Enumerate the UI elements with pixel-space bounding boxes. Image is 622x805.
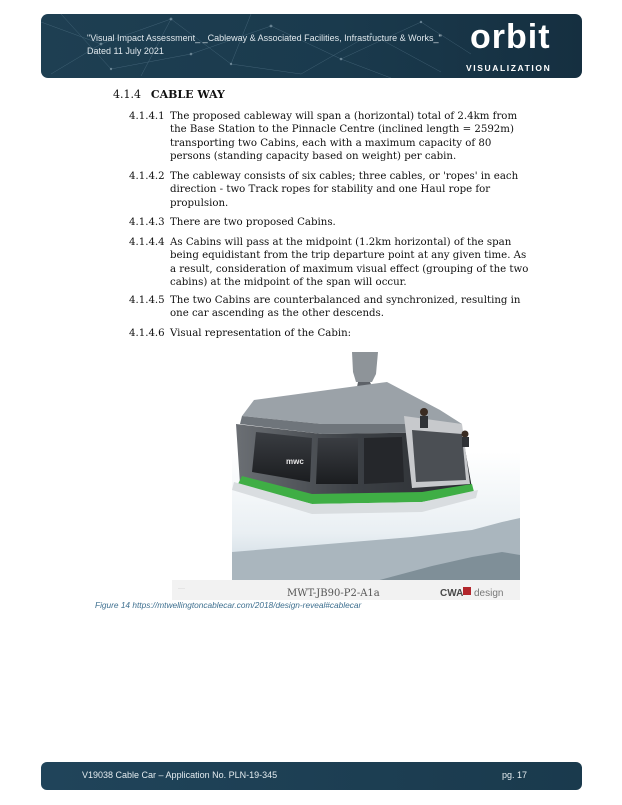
- paragraph-text: The two Cabins are counterbalanced and synchronized, resulting in one car ascending as the other descends.: [170, 295, 521, 320]
- paragraph-text: The proposed cableway will span a (horizontal) total of 2.4km from the Base Station to the Pinnacle Centre (inclined length = 2592m) transporting two Cabins, each with a maximum capacity of 80 persons (standing capacity based on weight) per cabin.: [170, 111, 518, 162]
- cabin-brand-text: mwc: [286, 457, 304, 466]
- section-number: 4.1.4: [113, 88, 141, 101]
- document-title-line1: "Visual Impact Assessment_ _Cableway & Associated Facilities, Infrastructure & Works_": [87, 33, 442, 43]
- paragraph-text: Visual representation of the Cabin:: [170, 328, 352, 339]
- paragraph: [129, 327, 529, 340]
- drawing-number: MWT-JB90-P2-A1a: [287, 588, 380, 599]
- document-date: Dated 11 July 2021: [87, 46, 164, 56]
- page-header: [41, 14, 582, 78]
- figure-caption: Figure 14 https://mtwellingtoncablecar.com/2018/design-reveal#cablecar: [95, 600, 362, 610]
- logo-subtitle: VISUALIZATION: [466, 63, 552, 73]
- cwa-logo-tail: design: [474, 588, 504, 599]
- logo-word: orbit: [470, 18, 551, 56]
- paragraph-number: 4.1.4.2: [129, 171, 165, 182]
- title-block-fineprint: .......: [178, 586, 185, 590]
- page-footer: [41, 762, 582, 790]
- section-title: CABLE WAY: [150, 88, 225, 101]
- paragraph-text: As Cabins will pass at the midpoint (1.2km horizontal) of the span being equidistant from the trip departure point at any given time. As a result, consideration of maximum visual effect (grouping of the two cabins) at the midpoint of the span will occur.: [170, 237, 529, 288]
- orbit-logo: [464, 18, 564, 73]
- cwa-logo: CWA: [440, 588, 464, 599]
- paragraph-number: 4.1.4.1: [129, 111, 165, 122]
- paragraph: [129, 216, 529, 229]
- paragraph-number: 4.1.4.5: [129, 295, 165, 306]
- paragraph: [129, 170, 529, 210]
- footer-text: V19038 Cable Car – Application No. PLN-19-345: [82, 770, 278, 780]
- paragraph: [129, 110, 529, 163]
- paragraph-number: 4.1.4.6: [129, 328, 165, 339]
- paragraph-text: There are two proposed Cabins.: [170, 217, 336, 228]
- paragraph: [129, 236, 529, 289]
- cabin-render-image: [172, 352, 520, 600]
- document-title: [87, 32, 442, 58]
- page-number: pg. 17: [501, 770, 527, 780]
- paragraph: [129, 294, 529, 321]
- paragraph-number: 4.1.4.4: [129, 237, 165, 248]
- paragraph-number: 4.1.4.3: [129, 217, 165, 228]
- cwa-logo-mark-icon: [463, 587, 471, 595]
- section-heading: [113, 88, 225, 101]
- paragraph-text: The cableway consists of six cables; three cables, or 'ropes' in each direction - two Track ropes for stability and one Haul rope for propulsion.: [170, 171, 519, 209]
